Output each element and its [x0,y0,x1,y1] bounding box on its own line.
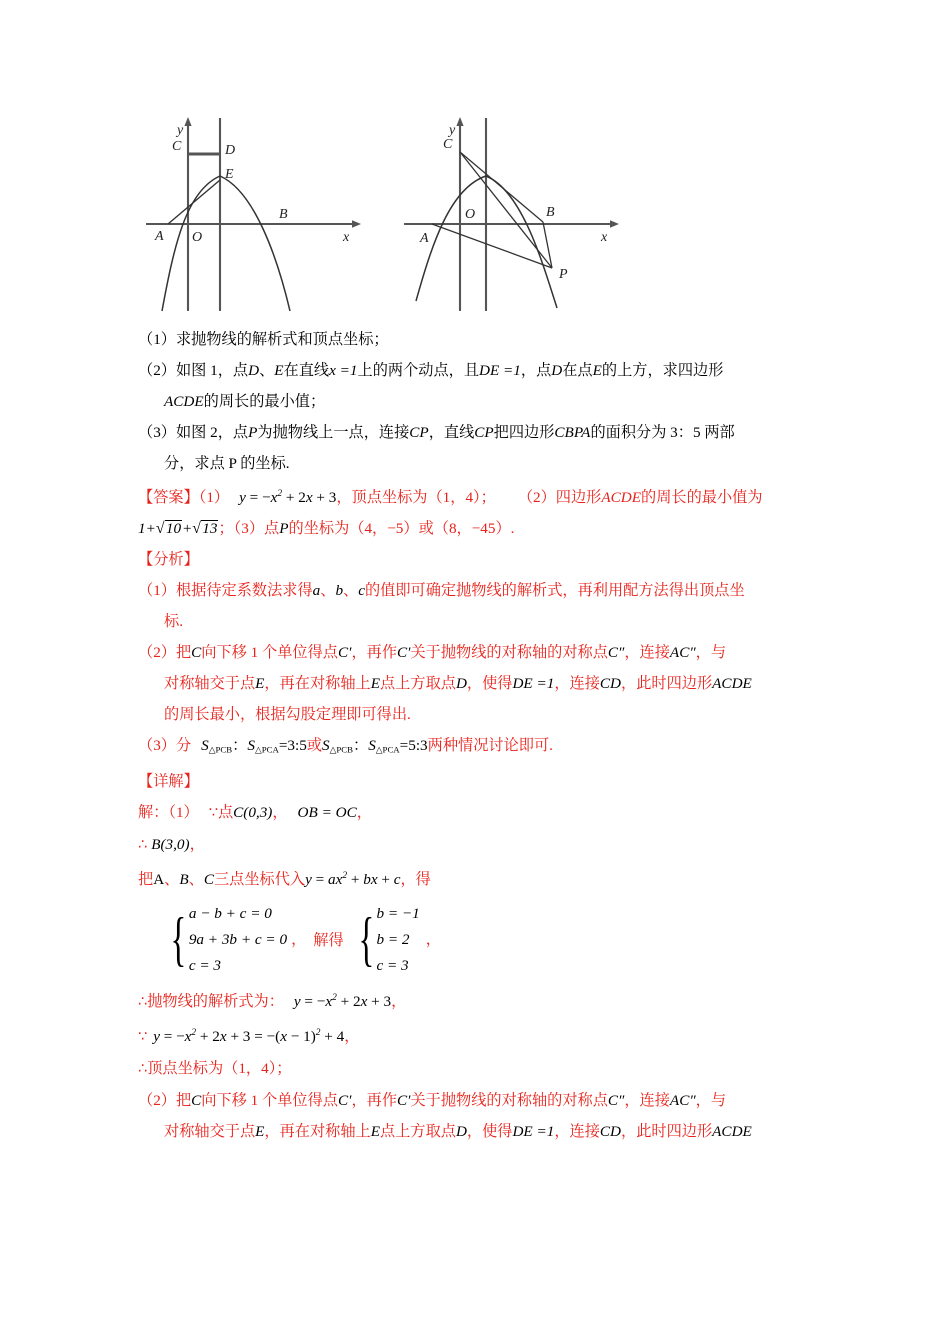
analysis-1-num: （1） [138,582,176,600]
analysis-2-d: 关于抛物线的对称轴的对称点 [410,644,608,662]
solution-q2-var-Cdprime: C″ [607,1091,625,1109]
analysis-2-var-ACDE: ACDE [712,675,752,693]
solution-q2-k: ，连接 [554,1122,600,1140]
q3-var-P: P [248,424,258,441]
question-3-num: （3） [138,424,176,441]
solution-header: 【详解】 [138,772,199,790]
equation-system-right [376,901,419,979]
solution-line-5 [138,1018,828,1053]
solution-line3-mid: 三点坐标代入 [213,870,306,888]
equation-system [138,901,828,979]
solution-line-6 [138,1053,828,1085]
analysis-2-num: （2） [138,644,176,662]
solution-eq-general: $y = ax^2$ + bx + c [305,870,401,888]
answer-q3-num: （3） [233,520,265,538]
equation-system-left [189,901,287,979]
q2-text-e: 在点 [562,362,593,379]
analysis-2-line-2 [138,668,828,699]
analysis-header: 【分析】 [138,551,199,569]
analysis-sep-1: 、 [320,582,336,600]
analysis-1-line-1 [138,575,828,606]
question-2-line-1 [138,355,828,386]
q2-text-d: ，点 [520,362,552,379]
figure-2 [402,96,642,316]
answer-q2-value [138,520,218,537]
eq-right-comma: ， [425,930,441,948]
figure1-label-D: D [225,143,236,158]
answer-q1-y: y [239,489,246,507]
analysis-2-line-3: 的周长最小，根据勾股定理即可得出. [164,706,411,724]
answer-q1-tail: ，顶点坐标为（1，4）； [336,489,496,507]
solution-var-C: C [203,870,214,888]
analysis-2-line-1 [138,637,828,668]
q3-text-b: 为抛物线上一点，连接 [257,424,410,441]
analysis-3-prefix: 分 [175,737,192,755]
solution-line4-text: 抛物线的解析式为： [147,992,284,1010]
q3-text-e: 的面积分为 3：5 两部 [590,424,735,441]
q3-var-CP2: CP [474,424,494,441]
solution-q2-h: ，再在对称轴上 [264,1122,371,1140]
analysis-2-var-ACdprime: AC″ [669,644,696,662]
solution-q2-l: ，此时四边形 [621,1122,713,1140]
analysis-3-ratio-2: $S_{\triangle PCB}$：$S_{\triangle PCA}=5:3$ [322,737,428,755]
figure1-label-B: B [279,207,288,222]
eq-left-1: a − b + c = 0 [188,904,272,922]
solution-line-1 [138,797,828,829]
analysis-1-text-a: 根据待定系数法求得 [175,582,313,600]
solution-dian: 点 [217,803,234,821]
eq-right-1: b = −1 [376,904,420,922]
eq-left-3: c = 3 [188,956,221,974]
solution-parabola-eq: $y = -x^2 + 2x + 3$ [293,992,392,1010]
analysis-2-i: 点上方取点 [380,675,456,693]
answer-q1-equation: $y = -x^2 + 2x + 3$ [239,489,337,507]
solution-q2-eq-DE: DE =1 [512,1122,555,1140]
analysis-var-b: b [335,582,344,600]
solution-point-C: C(0,3) [233,803,273,821]
analysis-2-var-Cdprime: C″ [607,644,625,662]
q3-text-d: 把四边形 [493,424,555,441]
solution-line3-prefix: 把 [138,870,154,888]
solution-point-B: B(3,0) [151,835,190,853]
solution-sep-2: 、 [188,870,204,888]
figures-row [138,96,828,316]
solution-eq-OB-OC: OB = OC [297,803,357,821]
therefore-symbol-3: ∴ [138,1060,148,1077]
because-symbol: ∵ [208,804,218,821]
solution-q2-j: ，使得 [466,1122,513,1140]
solution-vertex-form: $y = -x^2 + 2x + 3 = -(x - 1)^2 + 4$ [153,1027,345,1045]
question-1-text: 求抛物线的解析式和顶点坐标； [175,331,389,348]
page-content [138,96,828,1147]
solution-q2-var-ACdprime: AC″ [669,1091,696,1109]
answer-q2-num: （2） [517,489,556,507]
solution-q2-var-Cprime: C′ [337,1091,352,1109]
analysis-3-suffix: 两种情况讨论即可. [427,737,553,755]
answer-q2-prefix: 1+ [138,520,156,538]
analysis-2-var-CD: CD [599,675,622,693]
eq-left-2: 9a + 3b + c = 0 [188,930,288,948]
analysis-2-var-Cprime: C′ [337,644,352,662]
solution-line6-text: 顶点坐标为（1，4）； [147,1059,292,1077]
analysis-2-g: 对称轴交于点 [164,675,256,693]
q2-eq-x1: x =1 [329,362,358,379]
q2-text-f: 的上方，求四边形 [601,362,724,379]
figure1-label-C: C [172,139,182,154]
solution-q2-var-E2: E [370,1122,380,1140]
solution-tail-2: ， [189,835,205,853]
q2-var-D2: D [551,362,563,379]
analysis-2-e: ，连接 [624,644,670,662]
solution-q2-f: ，与 [695,1091,727,1109]
solution-sep-1: 、 [164,870,180,888]
q2-eq-DE: DE =1 [479,362,521,379]
solution-q2-b: 向下移 1 个单位得点 [201,1091,338,1109]
solution-prefix: 解：（1） [138,803,199,821]
solution-tail-4: ， [391,992,407,1010]
solution-q2-var-CD: CD [599,1122,622,1140]
q2-var-ACDE: ACDE [164,393,204,410]
solution-line-7-part-2 [138,1116,828,1147]
figure1-label-E: E [225,167,234,182]
question-2-num: （2） [138,362,176,379]
answer-q2-text2: 的周长的最小值为 [641,489,763,507]
answer-q2-semicolon: ； [218,520,234,538]
question-1-num: （1） [138,331,176,348]
analysis-2-j: ，使得 [466,675,513,693]
solution-comma-3: ， [400,870,416,888]
analysis-var-a: a [312,582,321,600]
q2-text-b: 在直线 [283,362,330,379]
question-3-line-1 [138,417,828,448]
q2-var-E: E [274,362,284,379]
answer-line-2 [138,513,828,544]
solution-tail-1: ， [356,803,372,821]
solve-label: 解得 [313,932,344,950]
because-symbol-2: ∵ [138,1028,148,1045]
q2-text-c: 上的两个动点，且 [357,362,479,379]
answer-q3-var-P: P [279,520,289,538]
answer-q3-text: 点 [264,520,280,538]
answer-q2-var-ACDE: ACDE [601,489,641,507]
solution-q2-e: ，连接 [624,1091,670,1109]
solution-var-B: B [179,870,189,888]
figure2-label-C: C [443,137,453,152]
eq-left-comma: ， [291,931,307,949]
analysis-2-eq-DE: DE =1 [512,675,555,693]
figure2-label-x-axis: x [601,230,608,245]
analysis-3-or: 或 [306,737,322,755]
q2-var-E2: E [592,362,602,379]
analysis-2-a: 把 [175,644,192,662]
figure-1 [144,96,384,316]
analysis-3-num: （3） [138,737,176,755]
q2-var-D: D [248,362,260,379]
analysis-3-line-1 [138,730,828,765]
question-3-line-2 [138,448,828,479]
q2-text-g: 的周长的最小值； [203,393,326,410]
analysis-2-l: ，此时四边形 [621,675,713,693]
figure1-label-y-axis: y [177,123,184,138]
solution-line-4 [138,983,828,1018]
answer-sqrt-10: √ 10 [156,513,182,544]
solution-line-2 [138,829,828,861]
answer-q2-text: 四边形 [555,489,602,507]
analysis-2-h: ，再在对称轴上 [264,675,371,693]
analysis-sep-2: 、 [343,582,359,600]
analysis-2-k: ，连接 [554,675,600,693]
therefore-symbol-1: ∴ [138,836,148,853]
solution-q2-c: ，再作 [351,1091,397,1109]
question-2-line-2 [138,386,828,417]
q2-text-a: 如图 1，点 [175,362,249,379]
solution-line-7-part-1 [138,1085,828,1116]
solution-q2-var-C: C [191,1091,202,1109]
solution-line-3 [138,861,828,895]
figure1-label-x-axis: x [343,230,350,245]
analysis-2-c: ，再作 [351,644,397,662]
answer-q3-text2: 的坐标为（4，−5）或（8，−45）. [288,520,515,538]
answer-header: 【答案】 [138,489,199,507]
figure2-label-P: P [559,267,568,282]
analysis-2-var-Cprime2: C′ [397,644,411,662]
solution-comma-1: ， [272,803,288,821]
solution-q2-var-ACDE: ACDE [712,1122,752,1140]
figure2-label-A: A [420,231,429,246]
solution-q2-a: 把 [175,1091,192,1109]
analysis-1-text-b: 的值即可确定抛物线的解析式，再利用配方法得出顶点坐 [364,582,745,600]
analysis-2-var-E2: E [370,675,380,693]
solution-tail-5: ， [344,1027,360,1045]
analysis-2-b: 向下移 1 个单位得点 [201,644,338,662]
answer-q1-num: （1） [198,489,230,507]
figure2-label-O: O [465,207,476,222]
figure2-label-B: B [546,205,555,220]
solution-q2-var-D: D [455,1122,467,1140]
analysis-2-var-E: E [255,675,265,693]
figure1-label-O: O [192,230,203,245]
solution-q2-num: （2） [138,1091,176,1109]
left-brace-1: { [170,906,187,973]
answer-q2-plus: + [182,520,193,538]
eq-right-2: b = 2 [376,930,410,948]
eq-right-3: c = 3 [376,956,409,974]
figure1-label-A: A [155,229,164,244]
solution-q2-d: 关于抛物线的对称轴的对称点 [410,1091,608,1109]
q3-var-CBPA: CBPA [554,424,591,441]
analysis-3-ratio-1: $S_{\triangle PCB}$：$S_{\triangle PCA}=3:5$ [201,737,307,755]
answer-sqrt-13: √ 13 [192,513,218,544]
solution-q2-var-Cprime2: C′ [397,1091,411,1109]
q2-sep-1: 、 [259,362,275,379]
q3-text-c: ，直线 [428,424,475,441]
solution-q2-g: 对称轴交于点 [164,1122,256,1140]
solution-q2-var-E: E [255,1122,265,1140]
left-brace-2: { [358,906,374,973]
question-1 [138,324,828,355]
solution-var-A: A [153,870,165,888]
solution-de: 得 [415,870,431,888]
analysis-var-c: c [358,582,365,600]
analysis-1-line-2: 标. [164,613,183,631]
solution-q2-i: 点上方取点 [380,1122,456,1140]
q3-text-f: 分，求点 P 的坐标. [164,455,290,472]
analysis-2-var-C: C [191,644,202,662]
therefore-symbol-2: ∴ [138,993,148,1010]
figure2-label-y-axis: y [449,123,456,138]
q3-text-a: 如图 2，点 [175,424,249,441]
q3-var-CP: CP [409,424,429,441]
analysis-2-f: ，与 [695,644,727,662]
analysis-2-var-D: D [455,675,467,693]
answer-line-1 [138,479,828,513]
